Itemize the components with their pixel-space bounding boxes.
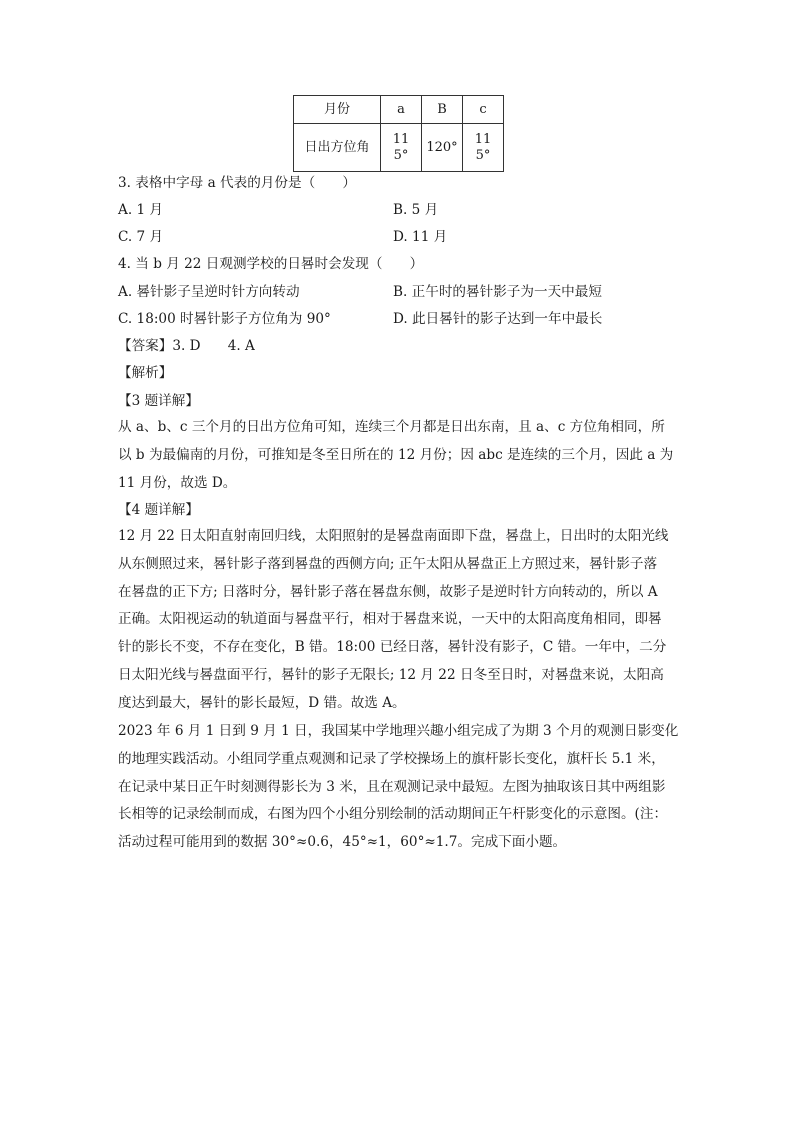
question-3-option-c: C. 7 月 xyxy=(118,229,164,245)
sunrise-azimuth-table xyxy=(293,95,504,172)
table-header-c: c xyxy=(463,96,504,124)
analysis-label: 【解析】 xyxy=(118,365,173,381)
question-4-option-d: D. 此日晷针的影子达到一年中最长 xyxy=(393,311,603,327)
table-header-row xyxy=(294,96,504,124)
intro-paragraph xyxy=(118,718,680,857)
question-3-stem: 3. 表格中字母 a 代表的月份是（ ） xyxy=(118,175,356,191)
text-line: 日太阳光线与晷盘面平行，晷针的影子无限长; 12 月 22 日冬至日时，对晷盘来说，太阳高 xyxy=(118,666,664,683)
text-line: 的地理实践活动。小组同学重点观测和记录了学校操场上的旗杆影长变化，旗杆长 5.1 米， xyxy=(118,750,665,767)
question-4-option-a: A. 晷针影子呈逆时针方向转动 xyxy=(118,284,300,300)
question-4-option-b: B. 正午时的晷针影子为一天中最短 xyxy=(393,284,602,300)
text-line: 长相等的记录绘制而成，右图为四个小组分别绘制的活动期间正午杆影变化的示意图。(注： xyxy=(118,806,668,823)
q3-detail-paragraph xyxy=(118,414,680,497)
text-line: 活动过程可能用到的数据 30°≈0.6，45°≈1，60°≈1.7。完成下面小题。 xyxy=(118,834,567,851)
answer-line: 【答案】3. D 4. A xyxy=(118,338,255,354)
question-3-option-a: A. 1 月 xyxy=(118,202,164,218)
text-line: 11 月份，故选 D。 xyxy=(118,474,237,491)
text-line: 正确。太阳视运动的轨道面与晷盘平行，相对于晷盘来说，一天中的太阳高度角相同，即晷 xyxy=(118,611,662,628)
question-4-option-c: C. 18:00 时晷针影子方位角为 90° xyxy=(118,311,331,327)
question-3-option-b: B. 5 月 xyxy=(393,202,439,218)
text-line: 度达到最大，晷针的影长最短，D 错。故选 A。 xyxy=(118,694,406,711)
table-header-b: B xyxy=(422,96,463,124)
text-line: 从 a、b、c 三个月的日出方位角可知，连续三个月都是日出东南，且 a、c 方位角相同，所 xyxy=(118,419,665,435)
q4-detail-paragraph xyxy=(118,523,680,718)
q3-detail-label: 【3 题详解】 xyxy=(118,393,199,409)
table-header-a: a xyxy=(381,96,422,124)
text-line: 针的影长不变，不存在变化，B 错。18:00 已经日落，晷针没有影子，C 错。一年中，二分 xyxy=(118,639,667,656)
table-header-month: 月份 xyxy=(294,96,381,124)
text-line: 从东侧照过来，晷针影子落到晷盘的西侧方向; 正午太阳从晷盘正上方照过来，晷针影子落 xyxy=(118,555,658,572)
q4-detail-label: 【4 题详解】 xyxy=(118,502,199,518)
text-line: 在记录中某日正午时刻测得影长为 3 米，且在观测记录中最短。左图为抽取该日其中两组影 xyxy=(118,778,666,795)
table-row xyxy=(294,124,504,172)
text-line: 2023 年 6 月 1 日到 9 月 1 日，我国某中学地理兴趣小组完成了为期 3 个月的观测日影变化 xyxy=(118,723,679,739)
table-cell-a: 115° xyxy=(381,124,422,172)
text-line: 以 b 为最偏南的月份，可推知是冬至日所在的 12 月份；因 abc 是连续的三个月，因此 a 为 xyxy=(118,446,674,463)
table-cell-c: 115° xyxy=(463,124,504,172)
text-line: 12 月 22 日太阳直射南回归线，太阳照射的是晷盘南面即下盘，晷盘上，日出时的太阳光线 xyxy=(118,528,669,544)
table-cell-b: 120° xyxy=(422,124,463,172)
table-row-label: 日出方位角 xyxy=(294,124,381,172)
question-4-stem: 4. 当 b 月 22 日观测学校的日晷时会发现（ ） xyxy=(118,256,424,272)
question-3-option-d: D. 11 月 xyxy=(393,229,448,245)
text-line: 在晷盘的正下方; 日落时分，晷针影子落在晷盘东侧，故影子是逆时针方向转动的，所以 A xyxy=(118,583,658,600)
